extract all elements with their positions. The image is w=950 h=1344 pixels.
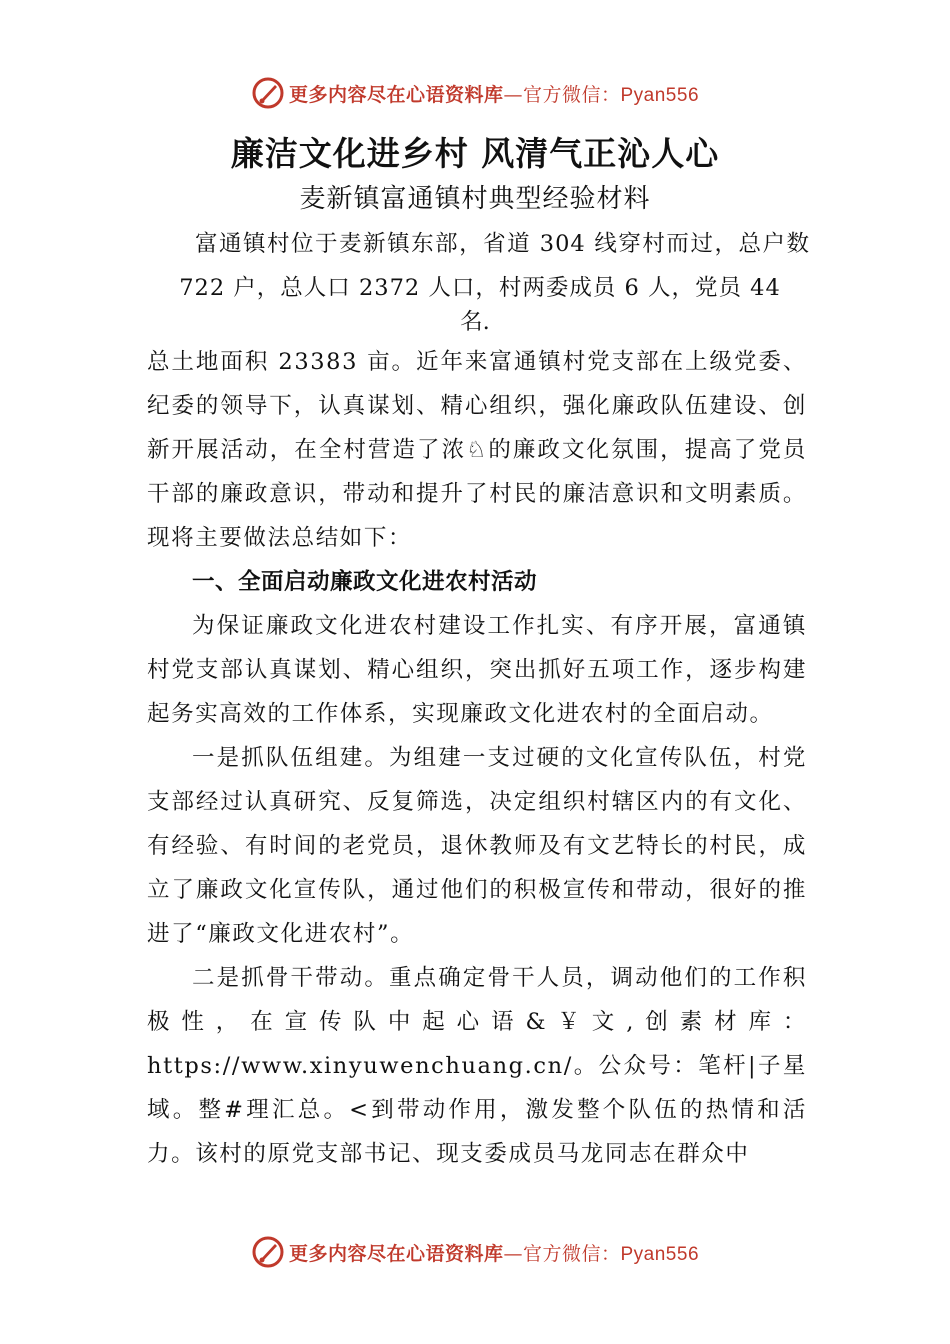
watermark-header — [0, 75, 950, 111]
intro-paragraph: 富通镇村位于麦新镇东部，省道 304 线穿村而过，总户数 722 户，总人口 2372 人口，村两委成员 6 人，党员 44 — [179, 231, 810, 301]
watermark-text: 更多内容尽在心语资料库—官方微信：Pyan556 — [288, 83, 700, 106]
paragraph-1: 总土地面积 23383 亩。近年来富通镇村党支部在上级党委、纪委的领导下，认真谋划、精心组织，强化廉政队伍建设、创新开展活动，在全村营造了浓♘的廉政文化氛围，提高了党员干部的廉政意识，带动和提升了村民的廉洁意识和文明素质。现将主要做法总结如下： — [147, 349, 807, 551]
watermark-text: 更多内容尽在心语资料库—官方微信：Pyan556 — [288, 1242, 700, 1265]
watermark-footer — [0, 1234, 950, 1270]
paragraph-4: 二是抓骨干带动。重点确定骨干人员，调动他们的工作积极性，在宣传队中起心语&￥文,创素材库：https://www.xinyuwenchuang.cn/。公众号：笔杆|子星域。整#理汇总。<到带动作用，激发整个队伍的热情和活力。该村的原党支部书记、现支委成员马龙同志在群众中 — [147, 965, 807, 1167]
brush-logo-icon — [251, 76, 285, 110]
document-subtitle: 麦新镇富通镇村典型经验材料 — [299, 184, 651, 214]
intro-paragraph-end: 名. — [460, 309, 490, 335]
section-heading-1: 一、全面启动廉政文化进农村活动 — [192, 569, 538, 595]
document-body — [147, 340, 807, 1176]
paragraph-3: 一是抓队伍组建。为组建一支过硬的文化宣传队伍，村党支部经过认真研究、反复筛选，决定组织村辖区内的有文化、有经验、有时间的老党员，退休教师及有文艺特长的村民，成立了廉政文化宣传队，通过他们的积极宣传和带动，很好的推进了“廉政文化进农村”。 — [147, 745, 807, 947]
brush-logo-icon — [251, 1235, 285, 1269]
paragraph-2: 为保证廉政文化进农村建设工作扎实、有序开展，富通镇村党支部认真谋划、精心组织，突出抓好五项工作，逐步构建起务实高效的工作体系，实现廉政文化进农村的全面启动。 — [147, 613, 807, 727]
document-title: 廉洁文化进乡村 风清气正沁人心 — [230, 134, 720, 173]
